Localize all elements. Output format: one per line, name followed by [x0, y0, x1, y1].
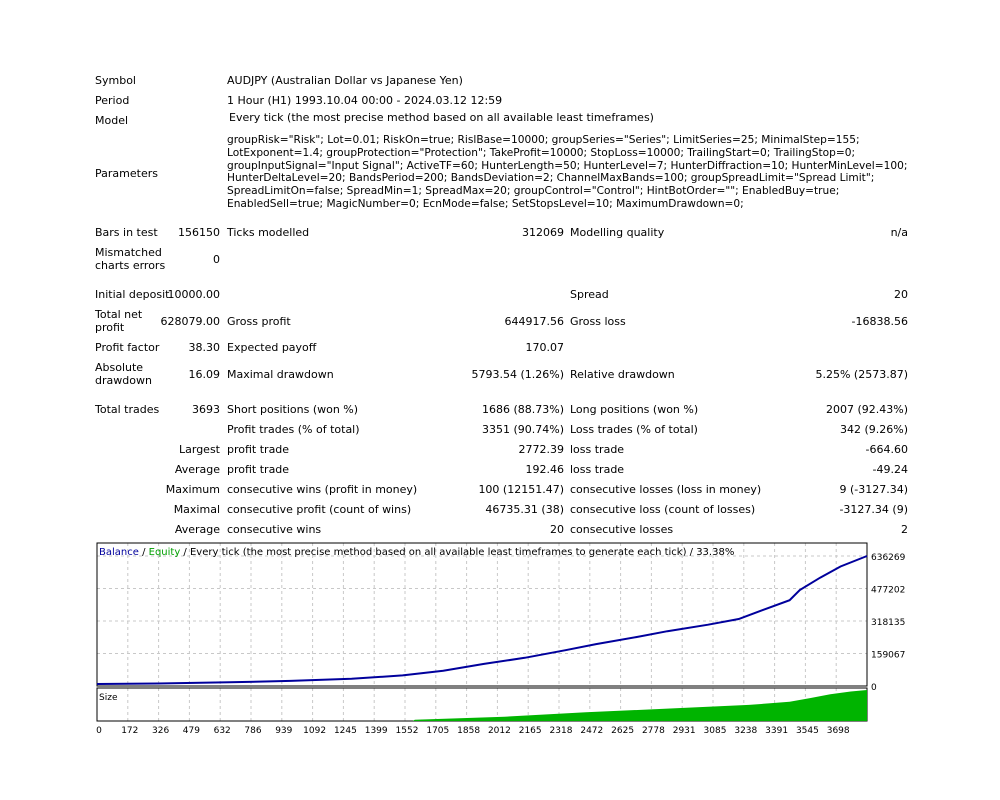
maximal-label: Maximal	[173, 503, 220, 516]
x-tick-label: 2472	[580, 726, 604, 736]
spread-label: Spread	[570, 288, 609, 301]
netprofit-label-1: Total net	[95, 308, 143, 321]
x-tick-label: 2931	[672, 726, 696, 736]
profit-trades-value: 3351 (90.74%)	[481, 423, 564, 436]
x-tick-label: 2778	[641, 726, 665, 736]
spread-value: 20	[894, 288, 908, 301]
reldd-value: 5.25% (2573.87)	[815, 368, 908, 381]
chart-grid	[97, 543, 867, 721]
average-loss-value: -49.24	[872, 463, 908, 476]
parameters-label: Parameters	[95, 167, 158, 180]
x-tick-label: 3238	[734, 726, 758, 736]
expected-payoff-label: Expected payoff	[227, 341, 317, 354]
maxdd-value: 5793.54 (1.26%)	[471, 368, 564, 381]
max-wins-value: 100 (12151.47)	[478, 483, 564, 496]
legend-separator: /	[138, 547, 149, 558]
average-profit-label: profit trade	[227, 463, 290, 476]
largest-loss-value: -664.60	[865, 443, 908, 456]
largest-profit-label: profit trade	[227, 443, 290, 456]
y-tick-label: 318135	[871, 618, 906, 628]
short-label: Short positions (won %)	[227, 403, 359, 416]
mismatch-value: 0	[213, 253, 220, 266]
largest-label: Largest	[179, 443, 220, 456]
loss-trades-label: Loss trades (% of total)	[570, 423, 698, 436]
absdd-label-1: Absolute	[95, 361, 144, 374]
largest-loss-label: loss trade	[570, 443, 625, 456]
grossprofit-label: Gross profit	[227, 315, 291, 328]
x-tick-label: 2625	[611, 726, 635, 736]
maxdd-label: Maximal drawdown	[227, 368, 334, 381]
profit-trades-label: Profit trades (% of total)	[227, 423, 360, 436]
x-tick-label: 2318	[549, 726, 573, 736]
x-tick-label: 632	[213, 726, 231, 736]
x-tick-label: 939	[275, 726, 293, 736]
avg-wins-label: consecutive wins	[227, 523, 322, 536]
grossprofit-value: 644917.56	[504, 315, 564, 328]
absdd-value: 16.09	[188, 368, 220, 381]
x-tick-label: 1399	[364, 726, 388, 736]
deposit-label: Initial deposit	[95, 288, 170, 301]
bars-value: 156150	[178, 226, 220, 239]
long-label: Long positions (won %)	[570, 403, 699, 416]
average-label: Average	[174, 463, 220, 476]
avg-wins-value: 20	[550, 523, 564, 536]
symbol-label: Symbol	[95, 74, 136, 87]
series-balance-line	[97, 556, 867, 684]
y-tick-label: 477202	[871, 585, 906, 596]
chart-legend	[99, 547, 734, 558]
x-tick-label: 1705	[426, 726, 450, 736]
parameters-value: groupRisk="Risk"; Lot=0.01; RiskOn=true; RislBase=10000; groupSeries="Series"; LimitSeries=25; MinimalStep=155; LotExponent=1.4; groupProtection="Protection"; TakeProfit=10000; StopLoss=10000; TrailingStart=0; TrailingStop=0; groupInputSignal="Input Signal"; ActiveTF=60; HunterLength=50; HunterLevel=7; HunterDiffraction=10; HunterMinLevel=100; HunterDeltaLevel=20; BandsPeriod=200; BandsDeviation=2; ChannelMaxBands=100; groupSpreadLimit="Spread Limit"; SpreadLimitOn=false; SpreadMin=1; SpreadMax=20; groupControl="Control"; HintBotOrder=""; EnabledBuy=true; EnabledSell=true; MagicNumber=0; EcnMode=false; SetStopsLevel=10; MaximumDrawdown=0;	[227, 134, 908, 210]
grossloss-value: -16838.56	[851, 315, 908, 328]
x-tick-label: 786	[244, 726, 262, 736]
x-tick-label: 1552	[395, 726, 419, 736]
trades-label: Total trades	[95, 403, 160, 416]
expected-payoff-value: 170.07	[525, 341, 564, 354]
x-tick-label: 3545	[795, 726, 819, 736]
quality-label: Modelling quality	[570, 226, 665, 239]
max-losses-value: 9 (-3127.34)	[839, 483, 908, 496]
maximal-profit-label: consecutive profit (count of wins)	[227, 503, 412, 516]
x-tick-label: 172	[121, 726, 139, 736]
ticks-value: 312069	[522, 226, 564, 239]
profit-factor-value: 38.30	[188, 341, 220, 354]
bars-label: Bars in test	[95, 226, 158, 239]
netprofit-value: 628079.00	[160, 315, 220, 328]
reldd-label: Relative drawdown	[570, 368, 675, 381]
maximal-loss-value: -3127.34 (9)	[839, 503, 908, 516]
trades-value: 3693	[192, 403, 220, 416]
long-value: 2007 (92.43%)	[825, 403, 908, 416]
size-area	[97, 690, 867, 721]
absdd-label-2: drawdown	[95, 374, 152, 387]
x-tick-label: 0	[96, 726, 102, 736]
x-tick-label: 2012	[487, 726, 511, 736]
x-tick-labels	[96, 726, 850, 736]
average-profit-value: 192.46	[525, 463, 564, 476]
maximal-profit-value: 46735.31 (38)	[485, 503, 564, 516]
average-loss-label: loss trade	[570, 463, 625, 476]
max-losses-label: consecutive losses (loss in money)	[570, 483, 762, 496]
ticks-label: Ticks modelled	[227, 226, 310, 239]
netprofit-label-2: profit	[95, 321, 125, 334]
x-tick-label: 479	[182, 726, 200, 736]
x-tick-label: 326	[152, 726, 170, 736]
loss-trades-value: 342 (9.26%)	[839, 423, 908, 436]
deposit-value: 10000.00	[167, 288, 220, 301]
average-consec-label: Average	[174, 523, 220, 536]
x-tick-label: 1092	[303, 726, 327, 736]
model-value: Every tick (the most precise method based on all available least timeframes)	[229, 111, 654, 124]
symbol-value: AUDJPY (Australian Dollar vs Japanese Yen)	[227, 74, 463, 87]
maximum-label: Maximum	[165, 483, 220, 496]
avg-losses-value: 2	[901, 523, 908, 536]
legend-description: / Every tick (the most precise method based on all available least timeframes to generate each tick) / 33.38%	[180, 547, 735, 558]
mismatch-label-2: charts errors	[95, 259, 166, 272]
period-value: 1 Hour (H1) 1993.10.04 00:00 - 2024.03.12 12:59	[227, 94, 503, 107]
x-tick-label: 1858	[457, 726, 481, 736]
x-tick-label: 2165	[518, 726, 542, 736]
max-wins-label: consecutive wins (profit in money)	[227, 483, 418, 496]
model-label: Model	[95, 114, 129, 127]
short-value: 1686 (88.73%)	[481, 403, 564, 416]
x-tick-label: 3391	[765, 726, 789, 736]
x-tick-label: 3085	[703, 726, 727, 736]
grossloss-label: Gross loss	[570, 315, 626, 328]
mismatch-label-1: Mismatched	[95, 246, 162, 259]
legend-balance: Balance	[99, 547, 139, 558]
legend-equity: Equity	[148, 547, 181, 558]
x-tick-label: 3698	[826, 726, 850, 736]
avg-losses-label: consecutive losses	[570, 523, 674, 536]
x-tick-label: 1245	[333, 726, 357, 736]
period-label: Period	[95, 94, 130, 107]
y-tick-labels	[871, 553, 906, 693]
quality-value: n/a	[890, 226, 908, 239]
maximal-loss-label: consecutive loss (count of losses)	[570, 503, 756, 516]
y-tick-label: 636269	[871, 553, 906, 563]
y-tick-label: 0	[871, 683, 877, 693]
size-label: Size	[99, 693, 118, 703]
profit-factor-label: Profit factor	[95, 341, 160, 354]
largest-profit-value: 2772.39	[518, 443, 564, 456]
y-tick-label: 159067	[871, 650, 906, 661]
